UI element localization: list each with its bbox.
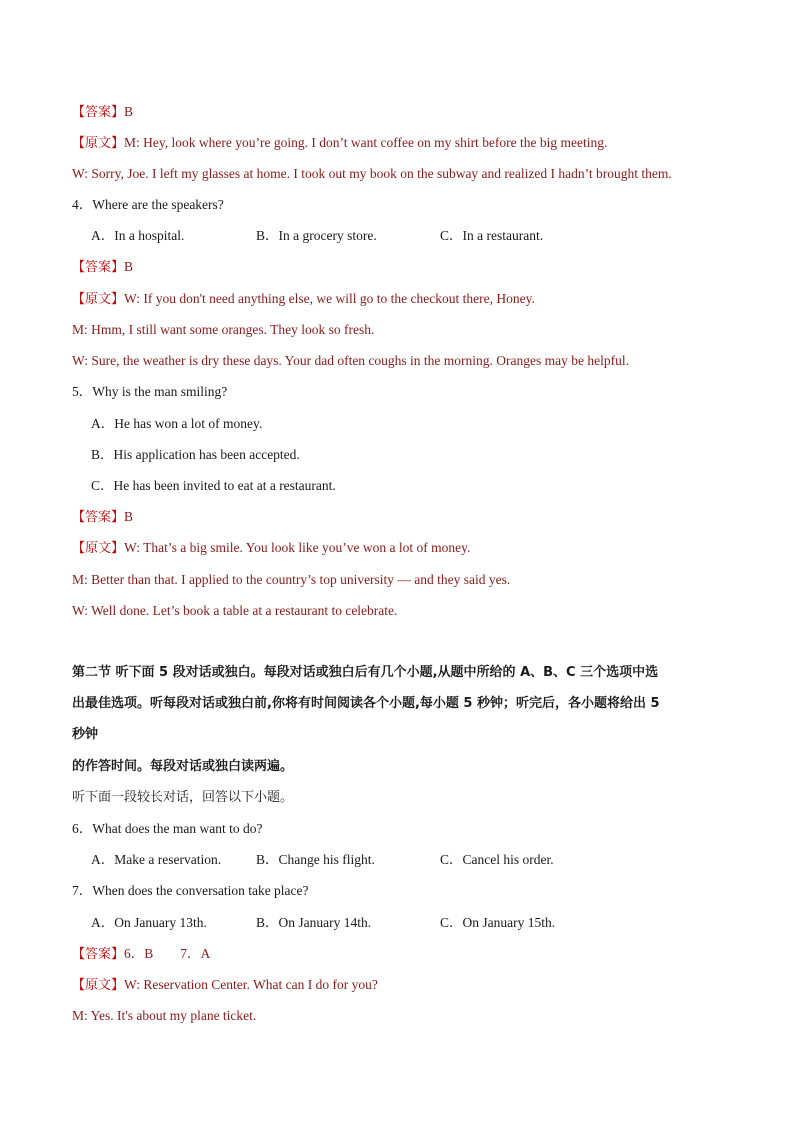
transcript-line: M: Hmm, I still want some oranges. They look so fresh. <box>72 322 375 337</box>
transcript-line <box>72 134 607 153</box>
option-b: B．Change his flight. <box>256 852 375 867</box>
answer-line-q5 <box>72 508 133 527</box>
answer-line-q6-7 <box>72 945 210 964</box>
question-5: 5．Why is the man smiling? <box>72 384 228 399</box>
transcript-line: M: Better than that. I applied to the country’s top university — and they said yes. <box>72 572 511 587</box>
answer-value: B <box>124 104 134 119</box>
answer-line-q3 <box>72 103 133 122</box>
option-a: A．He has won a lot of money. <box>91 416 263 431</box>
transcript-text: W: That’s a big smile. You look like you’ve won a lot of money. <box>124 540 471 555</box>
option-a: A．In a hospital. <box>91 228 185 243</box>
section-heading: 的作答时间。每段对话或独白读两遍。 <box>72 759 294 774</box>
transcript-line <box>72 290 535 309</box>
option-c: C．He has been invited to eat at a restaurant. <box>91 478 336 493</box>
section-heading: 出最佳选项。听每段对话或独白前,你将有时间阅读各个小题,每小题 5 秒钟；听完后，各小题将给出 5 <box>72 696 660 711</box>
question-6: 6．What does the man want to do? <box>72 821 263 836</box>
option-c: C．Cancel his order. <box>440 852 554 867</box>
option-b: B．In a grocery store. <box>256 228 377 243</box>
transcript-line <box>72 539 470 558</box>
section-heading: 秒钟 <box>72 727 99 742</box>
answer-value: B <box>124 509 134 524</box>
transcript-tag: 【原文】 <box>72 978 125 993</box>
section-intro: 听下面一段较长对话，回答以下小题。 <box>72 790 294 805</box>
option-a: A．Make a reservation. <box>91 852 222 867</box>
transcript-text: W: Reservation Center. What can I do for you? <box>124 977 378 992</box>
answer-value: B <box>124 259 134 274</box>
section-heading: 第二节 听下面 5 段对话或独白。每段对话或独白后有几个小题,从题中所给的 A、B、C 三个选项中选 <box>72 665 659 680</box>
transcript-line: W: Well done. Let’s book a table at a restaurant to celebrate. <box>72 603 398 618</box>
transcript-tag: 【原文】 <box>72 292 125 307</box>
question-7: 7．When does the conversation take place? <box>72 883 309 898</box>
answer-line-q4 <box>72 258 133 277</box>
question-4: 4．Where are the speakers? <box>72 197 224 212</box>
transcript-line: W: Sorry, Joe. I left my glasses at home. I took out my book on the subway and realized I hadn’t brought them. <box>72 166 672 181</box>
answer-tag: 【答案】 <box>72 105 125 120</box>
option-c: C．In a restaurant. <box>440 228 544 243</box>
option-b: B．On January 14th. <box>256 915 372 930</box>
transcript-line: W: Sure, the weather is dry these days. Your dad often coughs in the morning. Oranges may be helpful. <box>72 353 630 368</box>
transcript-line <box>72 976 378 995</box>
answer-tag: 【答案】 <box>72 947 125 962</box>
option-c: C．On January 15th. <box>440 915 556 930</box>
answer-tag: 【答案】 <box>72 260 125 275</box>
transcript-tag: 【原文】 <box>72 541 125 556</box>
option-b: B．His application has been accepted. <box>91 447 300 462</box>
transcript-text: M: Hey, look where you’re going. I don’t want coffee on my shirt before the big meeting. <box>124 135 608 150</box>
transcript-line: M: Yes. It's about my plane ticket. <box>72 1008 257 1023</box>
answer-value: 6．B 7．A <box>124 946 211 961</box>
transcript-tag: 【原文】 <box>72 136 125 151</box>
answer-tag: 【答案】 <box>72 510 125 525</box>
transcript-text: W: If you don't need anything else, we will go to the checkout there, Honey. <box>124 291 535 306</box>
option-a: A．On January 13th. <box>91 915 207 930</box>
